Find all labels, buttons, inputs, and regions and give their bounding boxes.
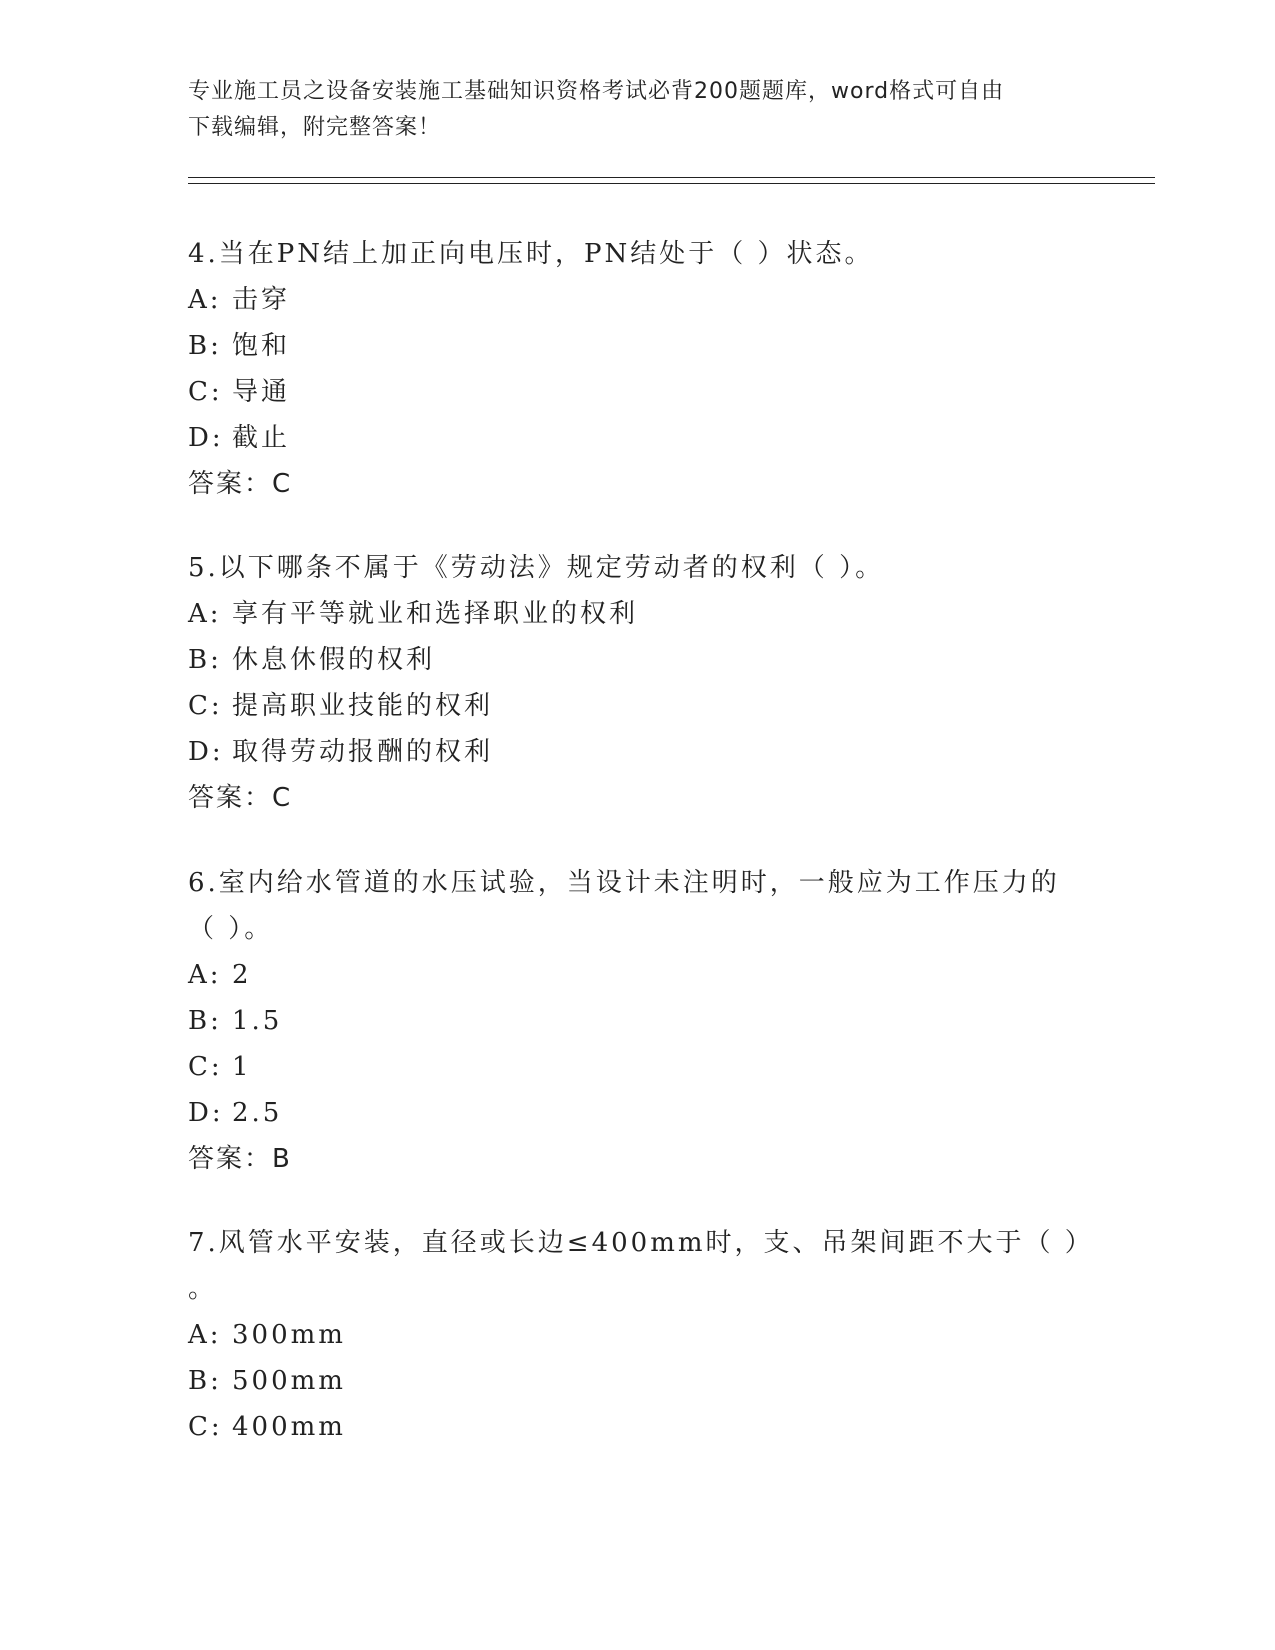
answer: 答案：C xyxy=(188,469,293,499)
option-text: 取得劳动报酬的权利 xyxy=(232,737,494,767)
option-d xyxy=(188,729,1088,775)
option-letter: D: xyxy=(188,423,224,453)
option-text: 400mm xyxy=(232,1412,346,1442)
question-stem-line-1: 6.室内给水管道的水压试验，当设计未注明时，一般应为工作压力的 xyxy=(188,868,1060,898)
option-text: 1.5 xyxy=(232,1006,283,1036)
option-a xyxy=(188,277,1088,323)
question-7 xyxy=(188,1220,1094,1450)
option-letter: D: xyxy=(188,1098,224,1128)
option-text: 1 xyxy=(232,1052,252,1082)
option-text: 截止 xyxy=(232,423,291,453)
option-a xyxy=(188,591,1088,637)
option-d xyxy=(188,1090,1088,1136)
option-b xyxy=(188,998,1088,1044)
question-6 xyxy=(188,860,1088,1182)
option-text: 500mm xyxy=(232,1366,346,1396)
option-text: 击穿 xyxy=(232,285,291,315)
option-a xyxy=(188,1312,1088,1358)
answer: 答案：B xyxy=(188,1144,292,1174)
question-5 xyxy=(188,545,1088,821)
option-text: 2.5 xyxy=(232,1098,283,1128)
header-line-1: 专业施工员之设备安装施工基础知识资格考试必背200题题库，word格式可自由 xyxy=(188,79,1005,104)
option-b xyxy=(188,323,1088,369)
option-letter: B: xyxy=(188,331,222,361)
question-stem: 5.以下哪条不属于《劳动法》规定劳动者的权利（ ）。 xyxy=(188,553,885,583)
header-divider-top xyxy=(188,177,1155,178)
option-letter: B: xyxy=(188,645,222,675)
option-d xyxy=(188,415,1088,461)
option-c xyxy=(188,1404,1088,1450)
document-header xyxy=(188,74,1088,146)
option-c xyxy=(188,369,1088,415)
option-a xyxy=(188,952,1088,998)
option-letter: A: xyxy=(188,960,222,990)
option-letter: B: xyxy=(188,1006,222,1036)
option-b xyxy=(188,1358,1088,1404)
question-stem-line-2: 。 xyxy=(188,1274,218,1304)
question-stem-line-1: 7.风管水平安装，直径或长边≤400mm时，支、吊架间距不大于（ ） xyxy=(188,1228,1094,1258)
option-c xyxy=(188,683,1088,729)
header-divider-bottom xyxy=(188,183,1155,184)
option-text: 2 xyxy=(232,960,252,990)
option-text: 300mm xyxy=(232,1320,346,1350)
answer: 答案：C xyxy=(188,783,293,813)
header-line-2: 下载编辑，附完整答案！ xyxy=(188,115,442,140)
option-letter: A: xyxy=(188,599,222,629)
question-4 xyxy=(188,231,1088,507)
option-text: 饱和 xyxy=(232,331,291,361)
option-letter: C: xyxy=(188,1052,223,1082)
option-letter: C: xyxy=(188,377,223,407)
option-letter: B: xyxy=(188,1366,222,1396)
option-text: 导通 xyxy=(232,377,291,407)
option-letter: C: xyxy=(188,1412,223,1442)
option-letter: D: xyxy=(188,737,224,767)
question-stem-line-2: （ ）。 xyxy=(188,914,274,944)
option-text: 享有平等就业和选择职业的权利 xyxy=(232,599,639,629)
option-text: 提高职业技能的权利 xyxy=(232,691,494,721)
option-letter: A: xyxy=(188,1320,222,1350)
option-letter: C: xyxy=(188,691,223,721)
question-stem: 4.当在PN结上加正向电压时，PN结处于（ ）状态。 xyxy=(188,239,874,269)
option-c xyxy=(188,1044,1088,1090)
option-b xyxy=(188,637,1088,683)
option-letter: A: xyxy=(188,285,222,315)
option-text: 休息休假的权利 xyxy=(232,645,436,675)
